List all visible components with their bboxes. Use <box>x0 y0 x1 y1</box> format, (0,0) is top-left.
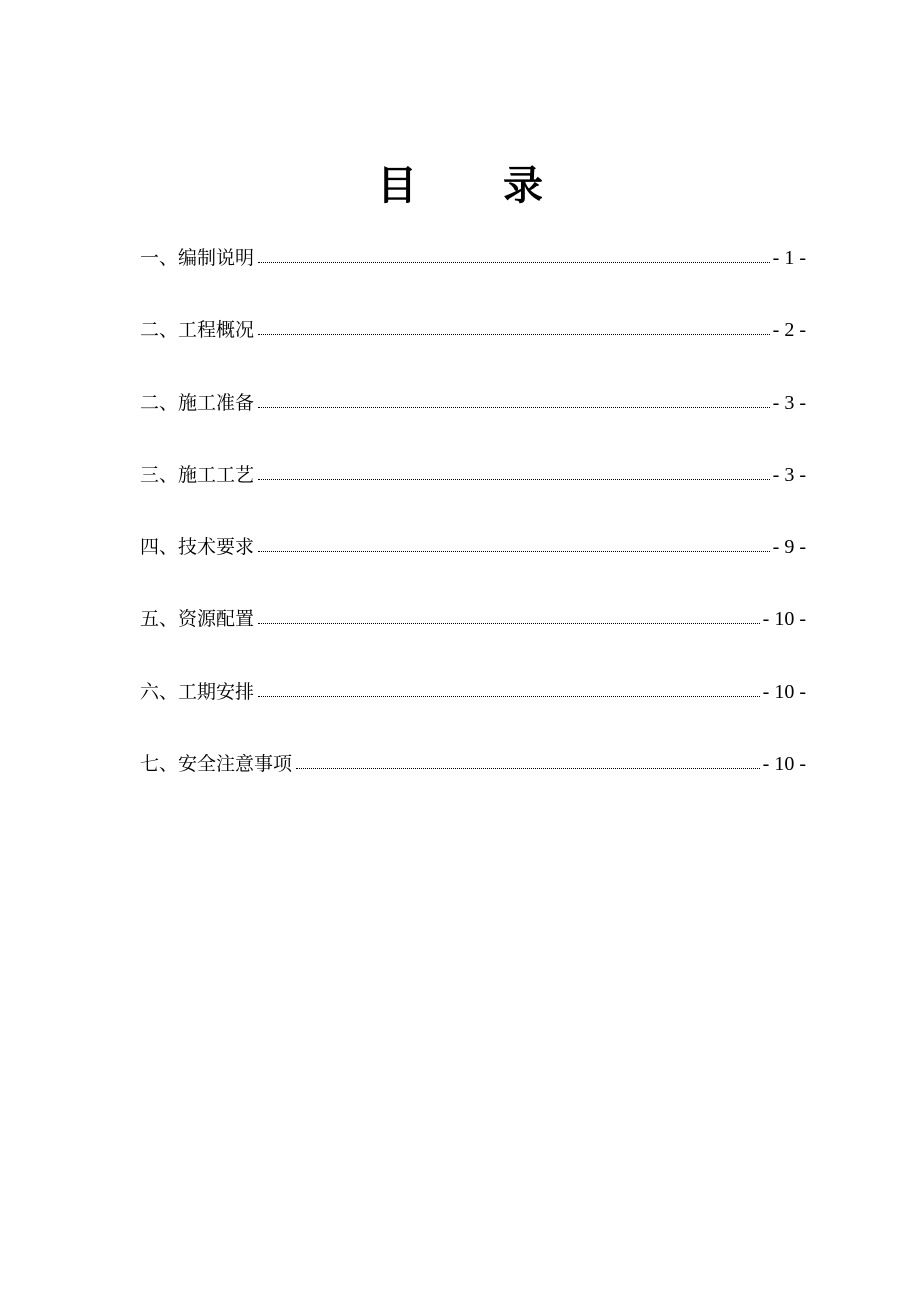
toc-dot-leader <box>258 603 760 624</box>
toc-entry-page: - 10 - <box>762 608 806 631</box>
toc-entry-label: 二、工程概况 <box>140 319 255 342</box>
toc-entry[interactable] <box>140 385 806 457</box>
toc-entry-label: 一、编制说明 <box>140 247 255 269</box>
toc-entry-label: 七、安全注意事项 <box>140 753 293 776</box>
toc-entry[interactable] <box>140 529 806 601</box>
toc-entry-page: - 2 - <box>772 319 806 342</box>
toc-entry-page: - 3 - <box>772 463 806 486</box>
toc-entry-label: 五、资源配置 <box>140 608 255 631</box>
toc-dot-leader <box>258 531 770 552</box>
toc-entry-page: - 10 - <box>762 753 806 776</box>
toc-dot-leader <box>258 387 770 408</box>
toc-entry[interactable] <box>140 312 806 384</box>
table-of-contents <box>140 240 806 818</box>
toc-entry[interactable] <box>140 746 806 818</box>
toc-dot-leader <box>258 314 770 335</box>
toc-entry[interactable] <box>140 674 806 746</box>
toc-entry-page: - 9 - <box>772 536 806 559</box>
toc-entry-label: 六、工期安排 <box>140 680 255 703</box>
toc-dot-leader <box>258 676 760 697</box>
toc-entry[interactable] <box>140 240 806 312</box>
toc-entry-label: 四、技术要求 <box>140 536 255 559</box>
toc-dot-leader <box>258 459 770 480</box>
toc-dot-leader <box>296 748 760 769</box>
toc-dot-leader <box>258 242 770 263</box>
toc-entry-page: - 10 - <box>762 680 806 703</box>
toc-entry-page: - 3 - <box>772 391 806 414</box>
toc-entry-label: 二、施工准备 <box>140 391 255 414</box>
toc-entry[interactable] <box>140 601 806 673</box>
page-title: 目 录 <box>377 162 579 209</box>
toc-entry-page: - 1 - <box>772 247 806 269</box>
toc-entry-label: 三、施工工艺 <box>140 463 255 486</box>
toc-entry[interactable] <box>140 457 806 529</box>
